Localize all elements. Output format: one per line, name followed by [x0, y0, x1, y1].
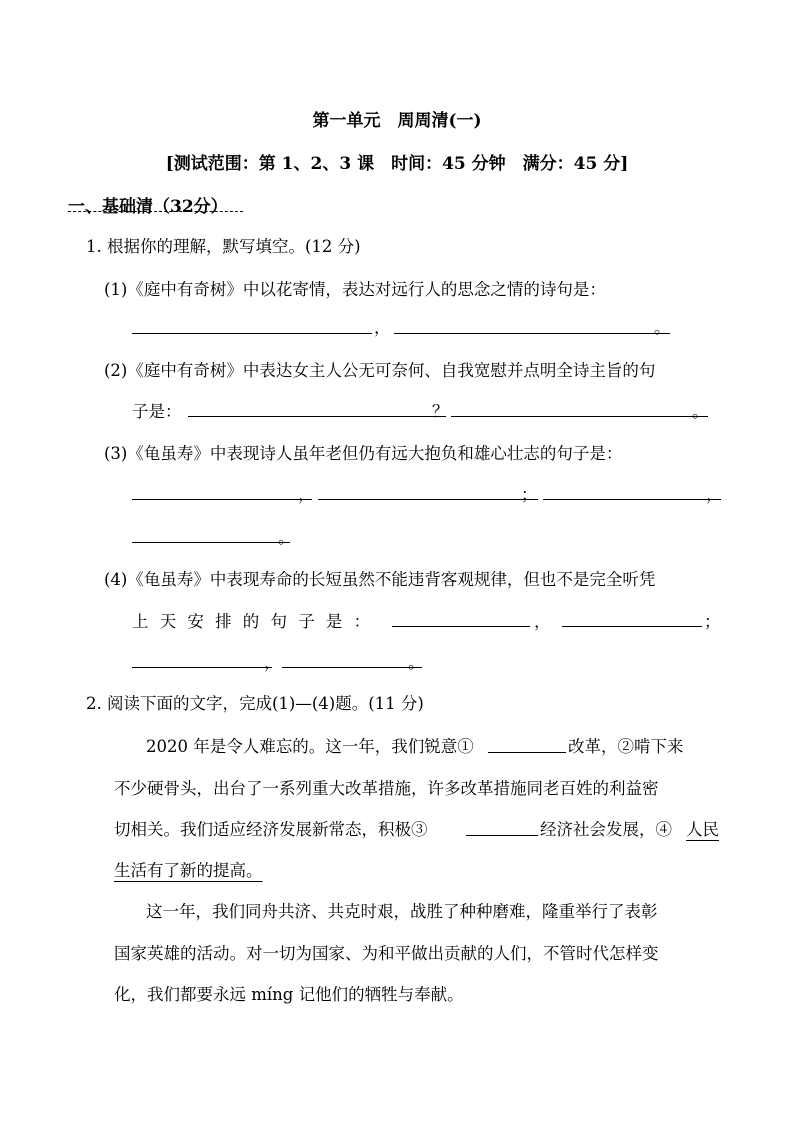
q1-sub1-text: (1)《庭中有奇树》中以花寄情，表达对远行人的思念之情的诗句是：: [104, 280, 606, 299]
q2-para2-line2: 国家英雄的活动。对一切为国家、为和平做出贡献的人们，不管时代怎样变: [114, 944, 659, 963]
q2-blank-1[interactable]: [488, 752, 566, 753]
q2-para1-line2: 不少硬骨头，出台了一系列重大改革措施，许多改革措施同老百姓的利益密: [114, 779, 659, 798]
q1-sub3-punct-2: ；: [521, 485, 538, 504]
section-heading: 一、基础清（32分）: [68, 197, 228, 217]
q2-para1-line1-b: 改革，②啃下来: [568, 737, 684, 756]
q1-sub4-punct-4: 。: [408, 653, 425, 672]
question-2-stem: 2. 阅读下面的文字，完成(1)—(4)题。(11 分): [86, 694, 424, 713]
q1-sub3-text: (3)《龟虽寿》中表现诗人虽年老但仍有远大抱负和雄心壮志的句子是：: [104, 444, 623, 463]
q1-sub2-punct-2: 。: [692, 402, 709, 421]
q1-sub3-punct-1: ，: [298, 485, 315, 504]
q1-sub4-blank-1[interactable]: [392, 626, 530, 627]
q1-sub3-blank-3[interactable]: [543, 499, 721, 500]
q1-sub3-punct-3: ，: [706, 485, 723, 504]
q1-sub4-blank-3[interactable]: [132, 667, 272, 668]
q1-sub4-line-1: (4)《龟虽寿》中表现寿命的长短虽然不能违背客观规律，但也不是完全听凭: [104, 570, 656, 589]
page-title: 第一单元 周周清(一): [312, 111, 482, 131]
q1-sub1-punct-2: 。: [654, 318, 671, 337]
question-1-stem: 1. 根据你的理解，默写填空。(12 分): [86, 237, 361, 256]
q2-blank-3[interactable]: [466, 835, 538, 836]
q1-sub4-blank-4[interactable]: [282, 667, 422, 668]
q1-sub1-blank-2[interactable]: [394, 333, 670, 334]
q1-sub2-line-2: 子是：: [132, 402, 182, 421]
q2-para2-line3: 化，我们都要永远 míng 记他们的牺牲与奉献。: [114, 985, 464, 1004]
q1-sub3-blank-2[interactable]: [318, 499, 538, 500]
q1-sub4-line-2: 上天安排的句子是：: [132, 612, 382, 631]
q1-sub4-blank-2[interactable]: [562, 626, 702, 627]
q2-para1-line1-a: 2020 年是令人难忘的。这一年，我们锐意①: [146, 737, 474, 756]
q1-sub2-blank-2[interactable]: [451, 416, 708, 417]
q1-sub4-punct-3: ，: [264, 653, 281, 672]
q1-sub1-blank-1[interactable]: [132, 333, 372, 334]
test-info: [测试范围：第 1、2、3 课 时间：45 分钟 满分：45 分]: [165, 154, 629, 174]
q1-sub3-blank-4[interactable]: [132, 542, 290, 543]
q1-sub2-line-1: (2)《庭中有奇树》中表达女主人公无可奈何、自我宽慰并点明全诗主旨的句: [104, 361, 656, 380]
q1-sub2-blank-1[interactable]: [188, 416, 446, 417]
q1-sub2-punct-1: ？: [432, 402, 449, 421]
q1-sub3-blank-1[interactable]: [132, 499, 312, 500]
q1-sub4-punct-1: ，: [534, 612, 551, 631]
q2-para1-line3-b: 经济社会发展，④: [540, 820, 672, 839]
q1-sub3-punct-4: 。: [278, 528, 295, 547]
q1-sub4-punct-2: ；: [704, 612, 721, 631]
q2-para1-line3-a: 切相关。我们适应经济发展新常态，积极③: [114, 820, 428, 839]
section-heading-underline: [68, 211, 243, 212]
q2-para2-line1: 这一年，我们同舟共济、共克时艰，战胜了种种磨难，隆重举行了表彰: [146, 902, 658, 921]
q2-underlined-phrase-start: 人民: [686, 820, 719, 839]
q2-para1-line4: 生活有了新的提高。: [114, 861, 263, 880]
q1-sub1-punct-1: ，: [374, 318, 391, 337]
